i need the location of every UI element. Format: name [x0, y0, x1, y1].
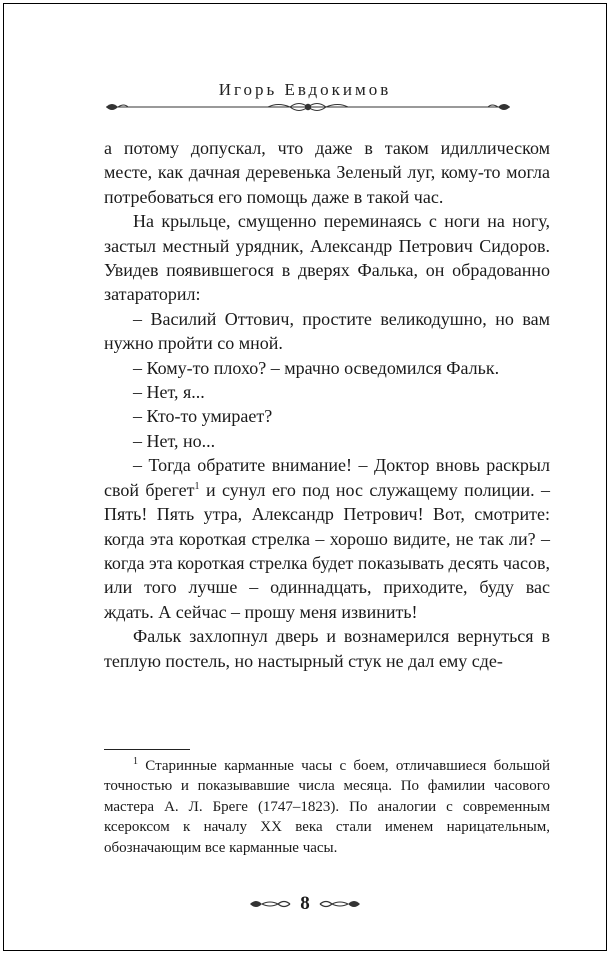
folio-ornament-left: [248, 898, 292, 910]
dialogue-line: – Кому-то плохо? – мрачно осведомился Фальк.: [133, 357, 500, 378]
dialogue-line: – Нет, я...: [133, 382, 205, 403]
book-page: [3, 3, 607, 951]
paragraph: Фальк захлопнул дверь и вознамерился вернуться в теплую постель, но настырный стук не дал ему сде-: [104, 626, 550, 671]
footnote-reference[interactable]: 1: [194, 480, 200, 492]
main-text: [104, 136, 550, 673]
dialogue-line-with-footnote: [104, 453, 550, 624]
folio-ornament-right: [318, 898, 362, 910]
dialogue-line: – Василий Оттович, простите великодушно, но вам нужно пройти со мной.: [104, 308, 550, 354]
page-number: 8: [300, 893, 310, 914]
running-head: Игорь Евдокимов: [218, 80, 392, 99]
header-ornament: [104, 100, 512, 114]
footnote-text: Старинные карманные часы с боем, отличавшиеся большой точностью и показывавшие числа месяца. По фамилии часового мастера А. Л. Бреге (1747–1823). По аналогии с современным ксероксом к началу XX века стали именем нарицательным, обозначающим все карманные часы.: [104, 758, 550, 856]
footnote: [104, 756, 550, 858]
dialogue-text: и сунул его под нос служащему полиции. – Пять! Пять утра, Александр Петрович! Вот, смотрите: когда эта короткая стрелка – хорошо видите, не так ли? – когда эта короткая стрелка будет показывать десять часов, или того лучше – одиннадцать, приходите, буду вас ждать. А сейчас – прошу меня извинить!: [104, 479, 550, 622]
footnote-marker: 1: [133, 756, 138, 767]
page-folio: [4, 891, 606, 917]
footnote-rule: [104, 749, 190, 750]
dialogue-text: – Тогда обратите внимание! – Доктор вновь раскрыл свой брегет: [104, 455, 550, 500]
dialogue-line: – Нет, но...: [133, 430, 216, 451]
paragraph: На крыльце, смущенно переминаясь с ноги на ногу, застыл местный урядник, Александр Петрович Сидоров. Увидев появившегося в дверях Фалька, он обрадованно затараторил:: [104, 211, 550, 305]
paragraph: а потому допускал, что даже в таком идиллическом месте, как дачная деревенька Зеленый луг, кому-то могла потребоваться его помощь даже в такой час.: [104, 138, 550, 207]
dialogue-line: – Кто-то умирает?: [133, 406, 273, 427]
